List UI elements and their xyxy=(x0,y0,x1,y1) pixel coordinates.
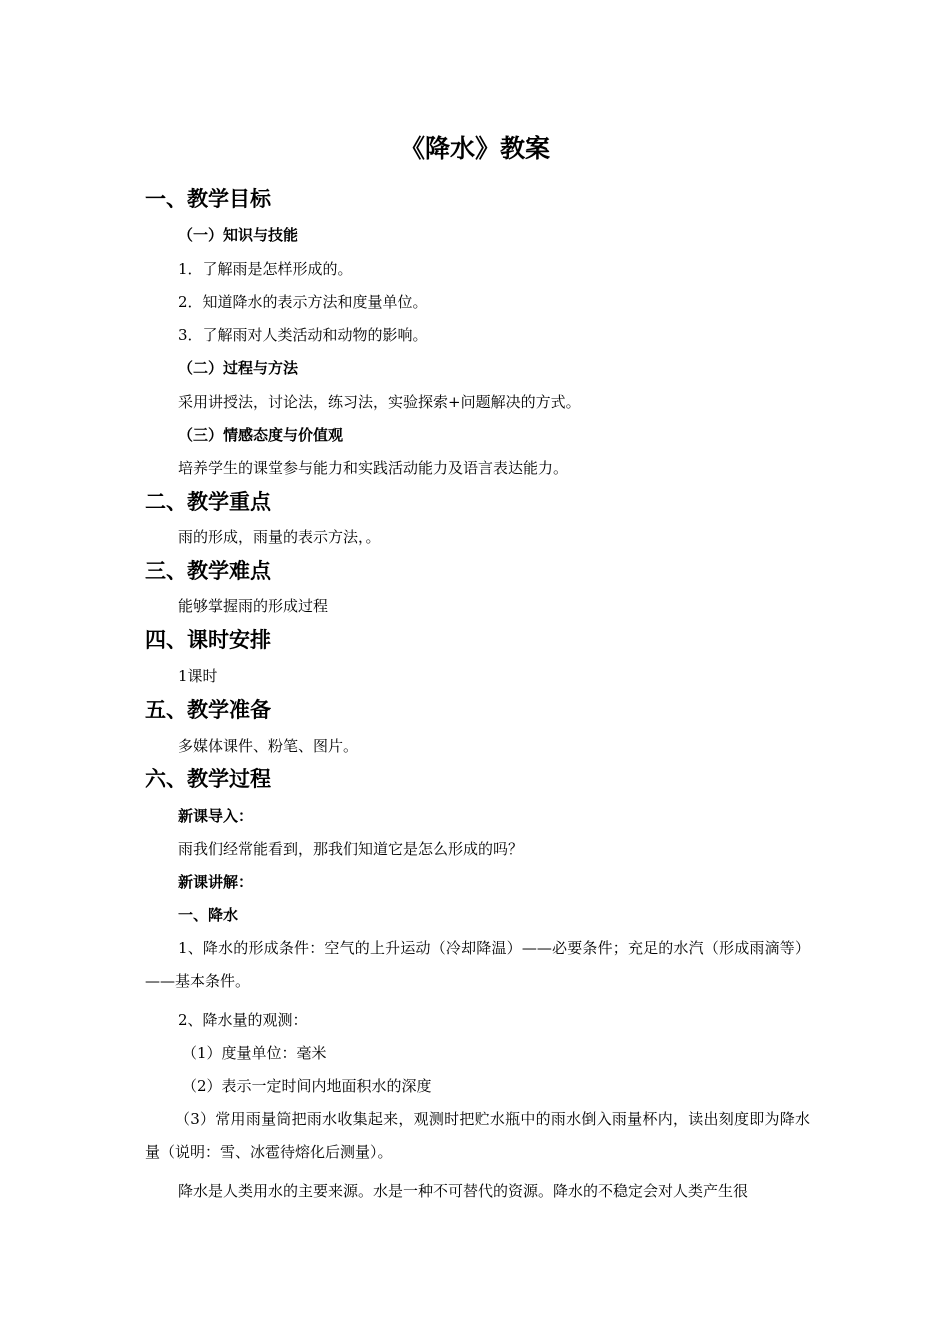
goal-item-3: 3．了解雨对人类活动和动物的影响。 xyxy=(178,326,428,344)
preparation-text: 多媒体课件、粉笔、图片。 xyxy=(178,737,359,755)
subheading-attitude-values: （三）情感态度与价值观 xyxy=(178,426,344,444)
goal-item-2: 2．知道降水的表示方法和度量单位。 xyxy=(178,293,428,311)
observation-item-3: （3）常用雨量筒把雨水收集起来，观测时把贮水瓶中的雨水倒入雨量杯内，读出刻度即为降水量（说明：雪、冰雹待熔化后测量）。 xyxy=(145,1110,810,1161)
subheading-knowledge-skills: （一）知识与技能 xyxy=(178,226,299,244)
heading-teaching-goals: 一、教学目标 xyxy=(145,187,271,211)
precipitation-conditions-paragraph: 1、降水的形成条件：空气的上升运动（冷却降温）——必要条件；充足的水汽（形成雨滴等）——基本条件。 xyxy=(145,939,810,990)
difficulties-text: 能够掌握雨的形成过程 xyxy=(178,597,329,615)
precipitation-observation-label: 2、降水量的观测： xyxy=(178,1011,308,1029)
heading-difficulties: 三、教学难点 xyxy=(145,559,271,583)
process-method-text: 采用讲授法，讨论法，练习法，实验探索+问题解决的方式。 xyxy=(178,393,581,411)
key-points-text: 雨的形成，雨量的表示方法，。 xyxy=(178,528,381,546)
heading-key-points: 二、教学重点 xyxy=(145,490,271,514)
subheading-precipitation: 一、降水 xyxy=(178,906,239,924)
label-new-lesson-intro: 新课导入： xyxy=(178,807,254,825)
goal-item-1: 1．了解雨是怎样形成的。 xyxy=(178,260,353,278)
document-title: 《降水》教案 xyxy=(399,134,550,163)
intro-text: 雨我们经常能看到，那我们知道它是怎么形成的吗？ xyxy=(178,840,524,858)
label-new-lesson-lecture: 新课讲解： xyxy=(178,873,254,891)
precipitation-resource-paragraph: 降水是人类用水的主要来源。水是一种不可替代的资源。降水的不稳定会对人类产生很 xyxy=(178,1182,749,1200)
heading-teaching-process: 六、教学过程 xyxy=(145,767,271,791)
schedule-text: 1课时 xyxy=(178,667,218,685)
attitude-values-text: 培养学生的课堂参与能力和实践活动能力及语言表达能力。 xyxy=(178,459,569,477)
subheading-process-method: （二）过程与方法 xyxy=(178,359,299,377)
observation-item-2: （2）表示一定时间内地面积水的深度 xyxy=(182,1077,432,1095)
heading-schedule: 四、课时安排 xyxy=(145,628,271,652)
heading-preparation: 五、教学准备 xyxy=(145,698,271,722)
observation-item-1: （1）度量单位：毫米 xyxy=(182,1044,327,1062)
